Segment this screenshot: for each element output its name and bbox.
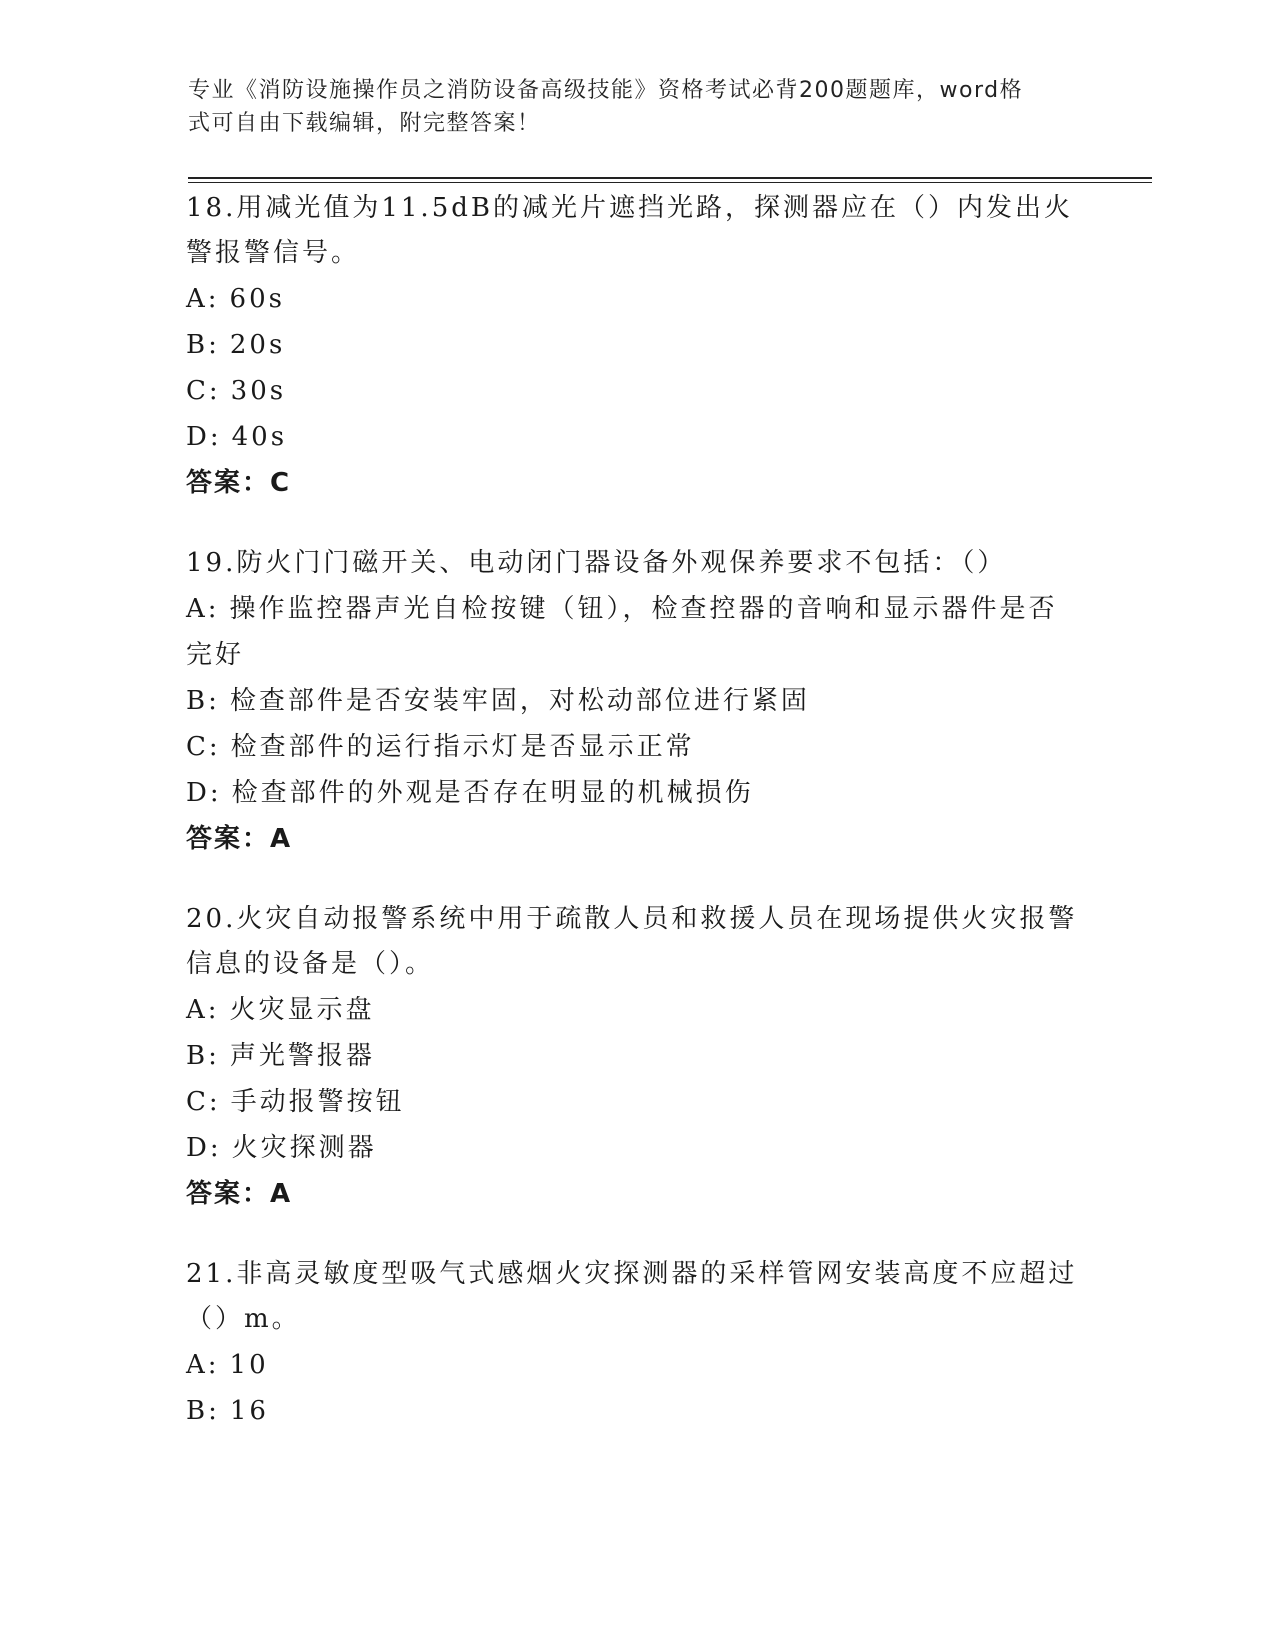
- header-divider-thin: [188, 182, 1152, 183]
- header-divider-thick: [188, 177, 1152, 179]
- option-c: [186, 368, 1086, 414]
- header-line-1: 专业《消防设施操作员之消防设备高级技能》资格考试必背200题题库，word格: [188, 78, 1024, 103]
- option-text: 火灾显示盘: [229, 995, 375, 1025]
- option-a: [186, 987, 1086, 1033]
- question-21: [186, 1252, 1086, 1434]
- header-line-2: 式可自由下载编辑，附完整答案！: [188, 111, 541, 136]
- option-d: [186, 414, 1086, 460]
- option-b: [186, 1033, 1086, 1079]
- question-20: [186, 897, 1086, 1217]
- option-letter: A:: [186, 1350, 220, 1380]
- option-text: 30s: [230, 376, 287, 406]
- question-19: [186, 541, 1086, 862]
- option-a: [186, 586, 1086, 678]
- option-text: 声光警报器: [229, 1041, 375, 1071]
- option-text: 手动报警按钮: [230, 1087, 405, 1117]
- answer: 答案：A: [186, 1179, 293, 1209]
- option-letter: A:: [186, 284, 220, 314]
- option-letter: C:: [186, 376, 221, 406]
- option-text: 60s: [229, 284, 285, 314]
- option-text: 16: [229, 1396, 269, 1426]
- option-text: 检查部件的外观是否存在明显的机械损伤: [231, 778, 754, 808]
- option-text: 40s: [231, 422, 288, 452]
- option-a: [186, 276, 1086, 322]
- question-text: 19.防火门门磁开关、电动闭门器设备外观保养要求不包括：（）: [186, 548, 1007, 578]
- document-header: [188, 74, 1068, 140]
- option-text: 10: [229, 1350, 269, 1380]
- option-letter: B:: [186, 330, 220, 360]
- option-letter: C:: [186, 732, 221, 762]
- option-c: [186, 1079, 1086, 1125]
- option-letter: C:: [186, 1087, 221, 1117]
- option-text: 20s: [229, 330, 286, 360]
- option-d: [186, 770, 1086, 816]
- option-text: 火灾探测器: [231, 1133, 377, 1163]
- option-text: 检查部件是否安装牢固，对松动部位进行紧固: [229, 686, 810, 716]
- option-b: [186, 1388, 1086, 1434]
- option-b: [186, 322, 1086, 368]
- question-text: 18.用减光值为11.5dB的减光片遮挡光路，探测器应在（）内发出火警报警信号。: [186, 193, 1073, 268]
- question-text: 21.非高灵敏度型吸气式感烟火灾探测器的采样管网安装高度不应超过（）m。: [186, 1259, 1078, 1334]
- option-letter: D:: [186, 1133, 222, 1163]
- option-d: [186, 1125, 1086, 1171]
- option-letter: A:: [186, 594, 220, 624]
- option-text: 操作监控器声光自检按键（钮），检查控器的音响和显示器件是否完好: [186, 594, 1058, 670]
- option-text: 检查部件的运行指示灯是否显示正常: [230, 732, 695, 762]
- option-letter: A:: [186, 995, 220, 1025]
- question-18: [186, 186, 1086, 506]
- option-a: [186, 1342, 1086, 1388]
- answer: 答案：A: [186, 824, 293, 854]
- answer: 答案：C: [186, 468, 292, 498]
- question-text: 20.火灾自动报警系统中用于疏散人员和救援人员在现场提供火灾报警信息的设备是（）。: [186, 904, 1078, 979]
- question-list: [186, 186, 1086, 1469]
- option-letter: B:: [186, 1396, 220, 1426]
- option-letter: D:: [186, 422, 222, 452]
- option-letter: B:: [186, 1041, 220, 1071]
- option-letter: D:: [186, 778, 222, 808]
- option-b: [186, 678, 1086, 724]
- option-letter: B:: [186, 686, 220, 716]
- option-c: [186, 724, 1086, 770]
